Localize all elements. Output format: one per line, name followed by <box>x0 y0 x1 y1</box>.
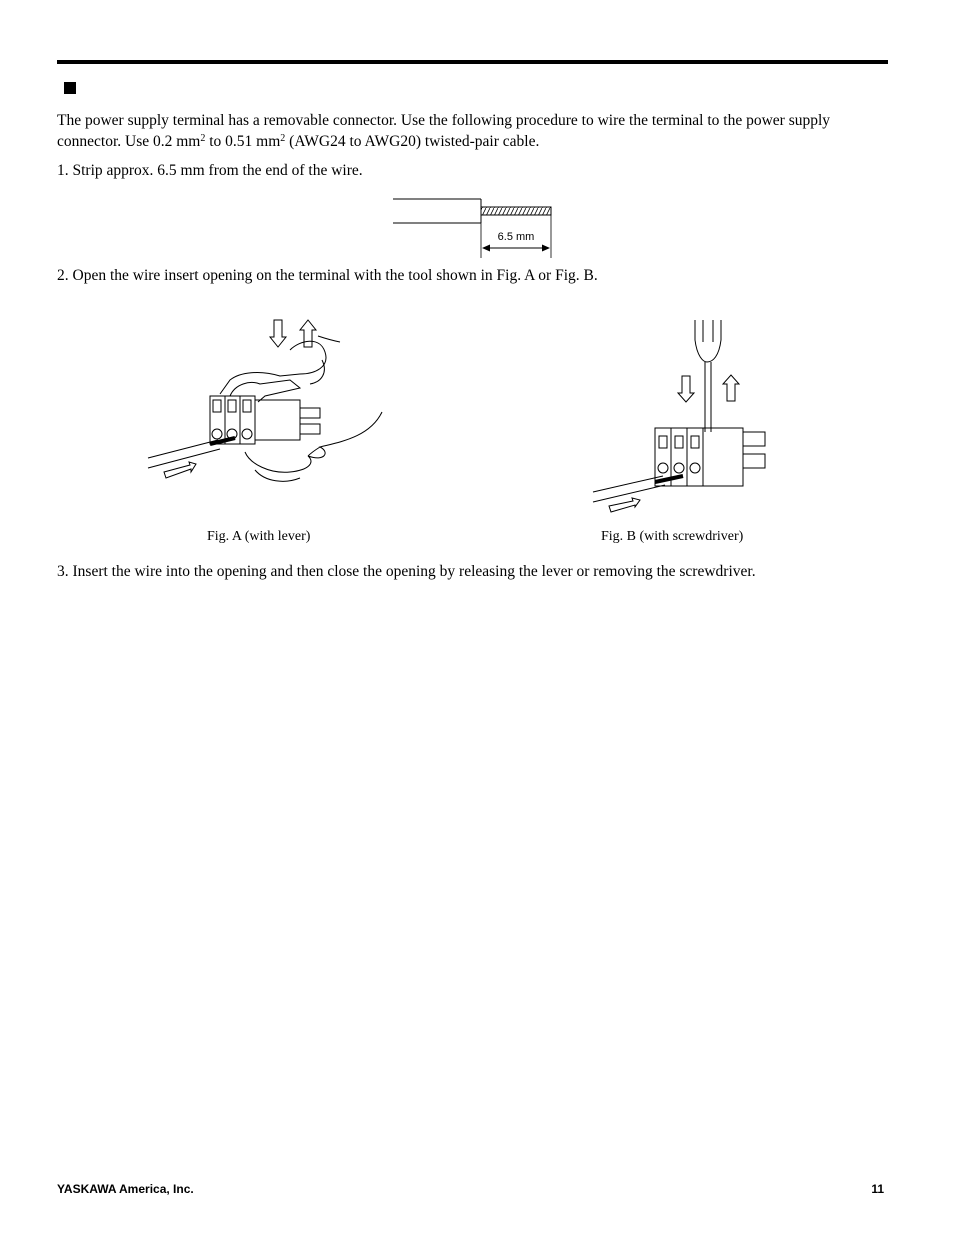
step-1-text: 1. Strip approx. 6.5 mm from the end of the wire. <box>57 162 363 179</box>
down-arrow-icon <box>678 376 694 402</box>
up-arrow-icon <box>300 320 316 347</box>
insert-arrow-icon <box>609 498 640 512</box>
section-bullet <box>64 82 76 94</box>
screwdriver <box>695 320 721 432</box>
step-3-text: 3. Insert the wire into the opening and then close the opening by releasing the lever or removing the screwdriver. <box>57 563 756 580</box>
wire-insulation <box>393 199 481 223</box>
top-rule <box>57 60 888 64</box>
figure-a-lever-illustration <box>140 312 400 492</box>
hand-bottom <box>245 412 382 472</box>
connector-plug <box>703 428 743 486</box>
wire <box>148 440 220 468</box>
wire-strip-diagram <box>390 192 560 262</box>
hand-top <box>220 341 326 394</box>
insert-arrow-icon <box>164 462 196 478</box>
up-arrow-icon <box>723 375 739 401</box>
dimension-label: 6.5 mm <box>497 231 535 243</box>
step-2-text: 2. Open the wire insert opening on the terminal with the tool shown in Fig. A or Fig. B. <box>57 267 598 284</box>
footer-page-number: 11 <box>871 1182 884 1196</box>
connector-plug <box>255 400 300 440</box>
down-arrow-icon <box>270 320 286 347</box>
footer-company: YASKAWA America, Inc. <box>57 1182 194 1196</box>
stripped-conductor <box>481 207 551 215</box>
dimension-arrow <box>482 245 550 252</box>
figure-b-caption: Fig. B (with screwdriver) <box>601 529 744 544</box>
wire <box>593 476 665 502</box>
figure-a-caption: Fig. A (with lever) <box>207 529 311 544</box>
figure-b-screwdriver-illustration <box>585 312 785 522</box>
intro-paragraph: The power supply terminal has a removable connector. Use the following procedure to wire the terminal to the power supply connector. Use 0.2 $mm^2$ to 0.51 $mm^2$ (AWG24 to AWG20) twisted-pair cable. <box>57 112 831 150</box>
